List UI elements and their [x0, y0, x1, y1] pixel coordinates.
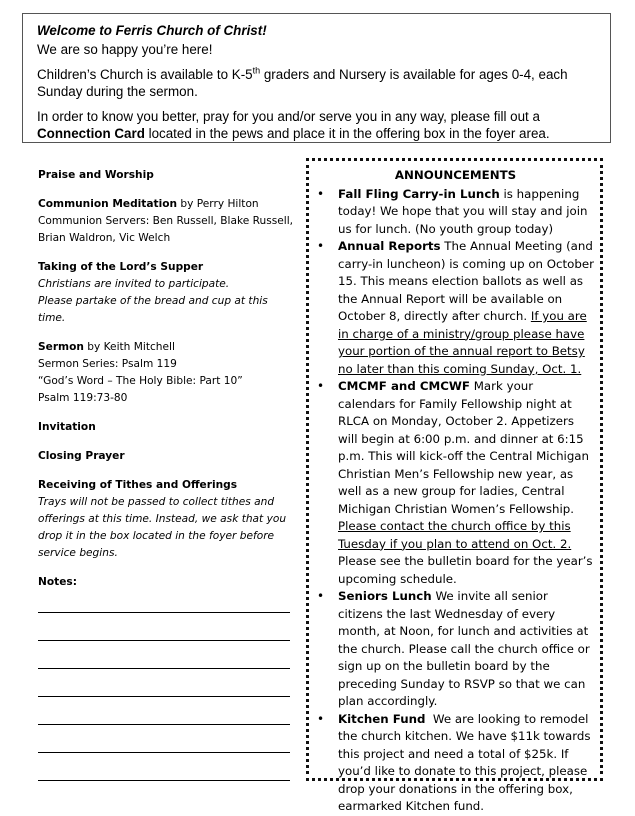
- bullet-icon: •: [317, 589, 325, 603]
- tithes-section: [38, 477, 296, 562]
- supper-section: [38, 259, 296, 327]
- announcements-list: [317, 186, 594, 816]
- announcements-box: [306, 158, 603, 813]
- kitchen-text: We are looking to remodel the church kitchen. We have $11k towards this project and need a total of $25k. If you’d like to donate to this project, please drop your donations in the offering box, earmarked Kitchen fund.: [338, 711, 595, 813]
- sermon-name: “God’s Word – The Holy Bible: Part 10”: [38, 375, 243, 387]
- note-line: [38, 723, 290, 725]
- notes-label: Notes:: [38, 576, 77, 588]
- invitation-heading: Invitation: [38, 421, 96, 433]
- note-line: [38, 695, 290, 697]
- cmc-heading: CMCMF and CMCWF: [338, 379, 470, 393]
- tithes-text: Trays will not be passed to collect tithes and offerings at this time. Instead, we ask that you drop it in the box located in the foyer before service begins.: [38, 496, 287, 559]
- welcome-happy: We are so happy you’re here!: [37, 42, 213, 57]
- welcome-connection: [37, 108, 596, 142]
- welcome-box: [22, 13, 611, 143]
- fall-fling-heading: Fall Fling Carry-in Lunch: [338, 186, 500, 201]
- note-line: [38, 639, 290, 641]
- welcome-title: Welcome to Ferris Church of Christ!: [37, 23, 267, 38]
- announcement-kitchen-fund: [317, 711, 594, 816]
- supper-line-2: Please partake of the bread and cup at this time.: [38, 295, 268, 324]
- childrens-sup: th: [252, 65, 261, 76]
- communion-servers: Communion Servers: Ben Russell, Blake Russell, Brian Waldron, Vic Welch: [38, 215, 294, 244]
- connection-card-label: Connection Card: [37, 126, 145, 141]
- kitchen-heading: Kitchen Fund: [338, 711, 426, 726]
- closing-heading: Closing Prayer: [38, 450, 125, 462]
- sermon-line: [38, 339, 296, 356]
- supper-heading: Taking of the Lord’s Supper: [38, 261, 204, 273]
- sermon-ref: Psalm 119:73-80: [38, 392, 128, 404]
- tithes-heading: Receiving of Tithes and Offerings: [38, 479, 238, 491]
- sermon-by: by Keith Mitchell: [83, 341, 175, 353]
- supper-line-1: Christians are invited to participate.: [38, 278, 230, 290]
- announcements-title: ANNOUNCEMENTS: [394, 168, 517, 182]
- sermon-series: Sermon Series: Psalm 119: [38, 358, 177, 370]
- connection-text-a: In order to know you better, pray for you and/or serve you in any way, please fill out a: [37, 109, 540, 124]
- note-line: [38, 779, 290, 781]
- cmc-text: Mark your calendars for Family Fellowship night at RLCA on Monday, October 2. Appetizers will begin at 6:00 p.m. and dinner at 6:15 p.m. This will kick-off the Central Michigan Christian Men’s Fellowship new year, as well as a new group for ladies, Central Michigan Christian Women’s Fellowship.: [338, 379, 590, 516]
- bullet-icon: •: [317, 379, 325, 393]
- announcement-annual-reports: [317, 238, 594, 378]
- bullet-icon: •: [317, 711, 325, 726]
- communion-heading: Communion Meditation: [38, 198, 178, 210]
- bullet-icon: •: [317, 239, 325, 253]
- communion-section: [38, 196, 296, 247]
- annual-reports-underline: If you are in charge of a ministry/group please have your portion of the annual report to Betsy no later than this coming Sunday, Oct. 1.: [338, 309, 587, 376]
- fall-fling-text: is happening today! We hope that you will stay and join us for lunch. (No youth group today): [338, 186, 588, 236]
- cmc-text-2: Please see the bulletin board for the year’s upcoming schedule.: [338, 554, 593, 586]
- note-line: [38, 611, 290, 613]
- praise-heading: Praise and Worship: [38, 169, 154, 181]
- communion-by: by Perry Hilton: [177, 198, 259, 210]
- childrens-text-a: Children’s Church is available to K-5: [37, 67, 253, 82]
- note-line: [38, 751, 290, 753]
- seniors-text: We invite all senior citizens the last Wednesday of every month, at Noon, for lunch and activities at the church. Please call the church office or sign up on the bulletin board by the preceding Sunday to RSVP so that we can plan accordingly.: [338, 589, 590, 708]
- announcement-fall-fling: [317, 186, 594, 239]
- welcome-childrens: [37, 66, 596, 100]
- bullet-icon: •: [317, 186, 325, 201]
- annual-reports-heading: Annual Reports: [338, 239, 441, 253]
- announcement-cmcmf: [317, 378, 594, 588]
- seniors-heading: Seniors Lunch: [338, 589, 432, 603]
- sermon-section: [38, 339, 296, 407]
- childrens-text-b: graders and Nursery is available for ages 0-4, each Sunday during the sermon.: [37, 67, 568, 99]
- connection-text-b: located in the pews and place it in the offering box in the foyer area.: [144, 126, 550, 141]
- announcement-seniors-lunch: [317, 588, 594, 711]
- order-of-service: [38, 167, 296, 781]
- annual-reports-text: The Annual Meeting (and carry-in luncheon) is coming up on October 15. This means election ballots as well as the Annual Report will be available on October 8, directly after church.: [338, 239, 594, 323]
- cmc-underline: Please contact the church office by this Tuesday if you plan to attend on Oct. 2.: [338, 519, 572, 551]
- communion-line: [38, 196, 296, 213]
- note-line: [38, 667, 290, 669]
- sermon-heading: Sermon: [38, 341, 84, 353]
